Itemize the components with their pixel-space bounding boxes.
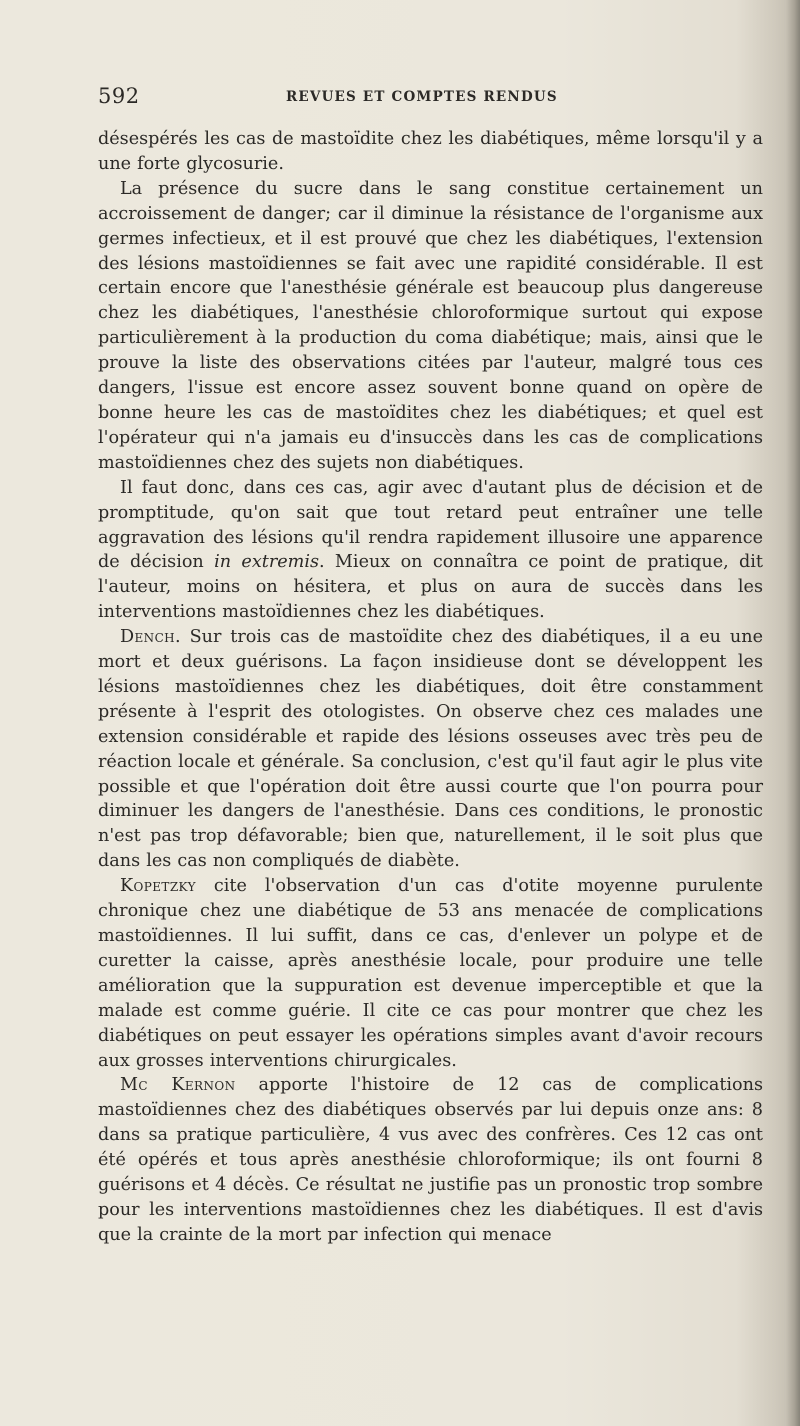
running-head: REVUES ET COMPTES RENDUS <box>286 89 558 105</box>
paragraph-text-after: . Mieux on connaîtra ce point de pratique, dit l'auteur, moins on hésitera, et plus on aura de succès dans les interventions mastoïdiennes chez les diabétiques. <box>98 552 764 623</box>
paragraph-dench <box>98 625 763 874</box>
paragraph-text: cite l'observation d'un cas d'otite moyenne purulente chronique chez une diabétique de 53 ans menacée de complications mastoïdiennes. Il lui suffit, dans ce cas, d'enlever un polype et de curetter la caisse, après anesthésie locale, pour produire une telle amélioration que la suppuration est devenue imperceptible et que la malade est comme guérie. Il cite ce cas pour montrer que chez les diabétiques on peut essayer les opérations simples avant d'avoir recours aux grosses interventions chirurgicales. <box>98 876 763 1071</box>
author-name: Dench <box>120 627 176 648</box>
paragraph-text-before: Il faut donc, dans ces cas, agir avec d'autant plus de décision et de promptitude, qu'on sait que tout retard peut entraîner une telle aggravation des lésions qu'il rendra rapidement illusoire une apparence de décision <box>98 477 763 573</box>
body-text <box>98 127 763 1248</box>
author-name: Kopetzky <box>120 876 196 897</box>
paragraph-kopetzky <box>98 874 763 1073</box>
author-name: Mc Kernon <box>120 1075 236 1096</box>
paragraph-mc-kernon <box>98 1073 763 1247</box>
paragraph-promptitude <box>98 476 763 625</box>
italic-phrase: in extremis <box>214 552 319 573</box>
paragraph-sugar-danger <box>98 177 763 476</box>
paragraph-text: désespérés les cas de mastoïdite chez les diabétiques, même lorsqu'il y a une forte glycosurie. <box>98 129 763 174</box>
page-number: 592 <box>98 84 140 108</box>
paragraph-text: La présence du sucre dans le sang constitue certainement un accroissement de danger; car il diminue la résistance de l'organisme aux germes infectieux, et il est prouvé que chez les diabétiques, l'extension des lésions mastoïdiennes se fait avec une rapidité considérable. Il est certain encore que l'anesthésie générale est beaucoup plus dangereuse chez les diabétiques, l'anesthésie chloroformique surtout qui expose particulièrement à la production du coma diabétique; mais, ainsi que le prouve la liste des observations citées par l'auteur, malgré tous ces dangers, l'issue est encore assez souvent bonne quand on opère de bonne heure les cas de mastoïdites chez les diabétiques; et quel est l'opérateur qui n'a jamais eu d'insuccès dans les cas de complications mastoïdiennes chez des sujets non diabétiques. <box>98 178 763 473</box>
paragraph-text: . Sur trois cas de mastoïdite chez des diabétiques, il a eu une mort et deux guérisons. La façon insidieuse dont se développent les lésions mastoïdiennes chez les diabétiques, doit être constamment présente à l'esprit des otologistes. On observe chez ces malades une extension considérable et rapide des lésions osseuses avec très peu de réaction locale et générale. Sa conclusion, c'est qu'il faut agir le plus vite possible et que l'opération doit être aussi courte que l'on pourra pour diminuer les dangers de l'anesthésie. Dans ces conditions, le pronostic n'est pas trop défavorable; bien que, naturellement, il le soit plus que dans les cas non compliqués de diabète. <box>98 627 763 872</box>
paragraph-text: apporte l'histoire de 12 cas de complications mastoïdiennes chez des diabétiques observés par lui depuis onze ans: 8 dans sa pratique particulière, 4 vus avec des confrères. Ces 12 cas ont été opérés et tous après anesthésie chloroformique; ils ont fourni 8 guérisons et 4 décès. Ce résultat ne justifie pas un pronostic trop sombre pour les interventions mastoïdiennes chez les diabétiques. Il est d'avis que la crainte de la mort par infection qui menace <box>98 1075 763 1245</box>
page-edge-shadow <box>786 0 800 1426</box>
paragraph-continuation <box>98 127 763 177</box>
page-header <box>98 84 763 116</box>
